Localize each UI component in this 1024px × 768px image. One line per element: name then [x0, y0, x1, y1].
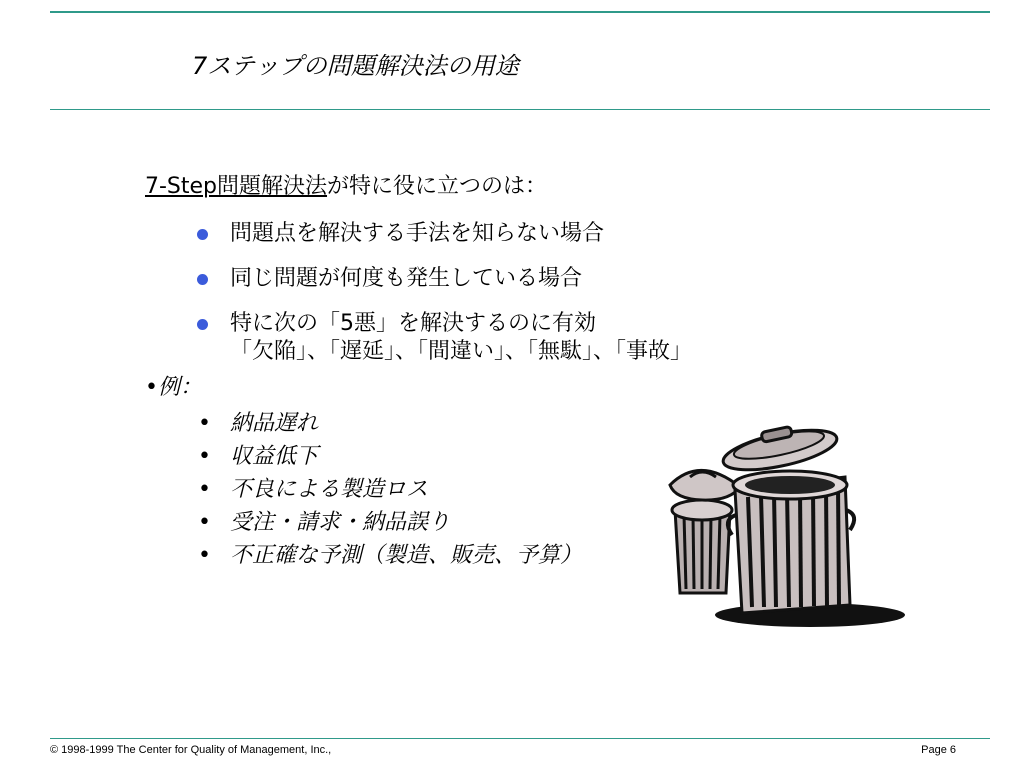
footer-rule	[50, 738, 990, 739]
example-text: 不良による製造ロス	[230, 477, 429, 502]
example-bullet: •	[198, 477, 211, 502]
trash-cans-icon	[660, 415, 910, 630]
example-text: 収益低下	[230, 444, 319, 469]
example-text: 納品遅れ	[230, 411, 319, 436]
examples-heading: •例：	[145, 375, 202, 400]
page-number: Page 6	[921, 744, 956, 756]
example-text: 不正確な予測（製造、販売、予算）	[230, 543, 583, 568]
footer-copyright: © 1998-1999 The Center for Quality of Management, Inc.,	[50, 744, 332, 756]
lead-sentence	[145, 172, 845, 202]
bullet-dot-icon	[197, 274, 208, 285]
slide-title: 7ステップの問題解決法の用途	[192, 52, 519, 80]
example-bullet: •	[198, 543, 211, 568]
lead-underlined-text: 7-Step問題解決法	[145, 174, 328, 199]
example-bullet: •	[198, 510, 211, 535]
bullet-item	[230, 310, 845, 366]
bullet-text: 同じ問題が何度も発生している場合	[230, 266, 583, 291]
bullet-text-second-line: 「欠陥」、「遅延」、「間違い」、「無駄」、「事故」	[230, 339, 693, 364]
title-divider	[50, 109, 990, 110]
bullet-text: 特に次の「5悪」を解決するのに有効	[230, 311, 596, 336]
example-bullet: •	[198, 444, 211, 469]
bullet-dot-icon	[197, 229, 208, 240]
footer	[50, 742, 990, 762]
bullet-text: 問題点を解決する手法を知らない場合	[230, 221, 605, 246]
example-bullet: •	[198, 411, 211, 436]
bullet-dot-icon	[197, 319, 208, 330]
lead-rest-text: が特に役に立つのは：	[327, 174, 548, 199]
bullet-item	[230, 220, 845, 248]
top-rule	[50, 11, 990, 13]
example-text: 受注・請求・納品誤り	[230, 510, 451, 535]
bullet-item	[230, 265, 845, 293]
